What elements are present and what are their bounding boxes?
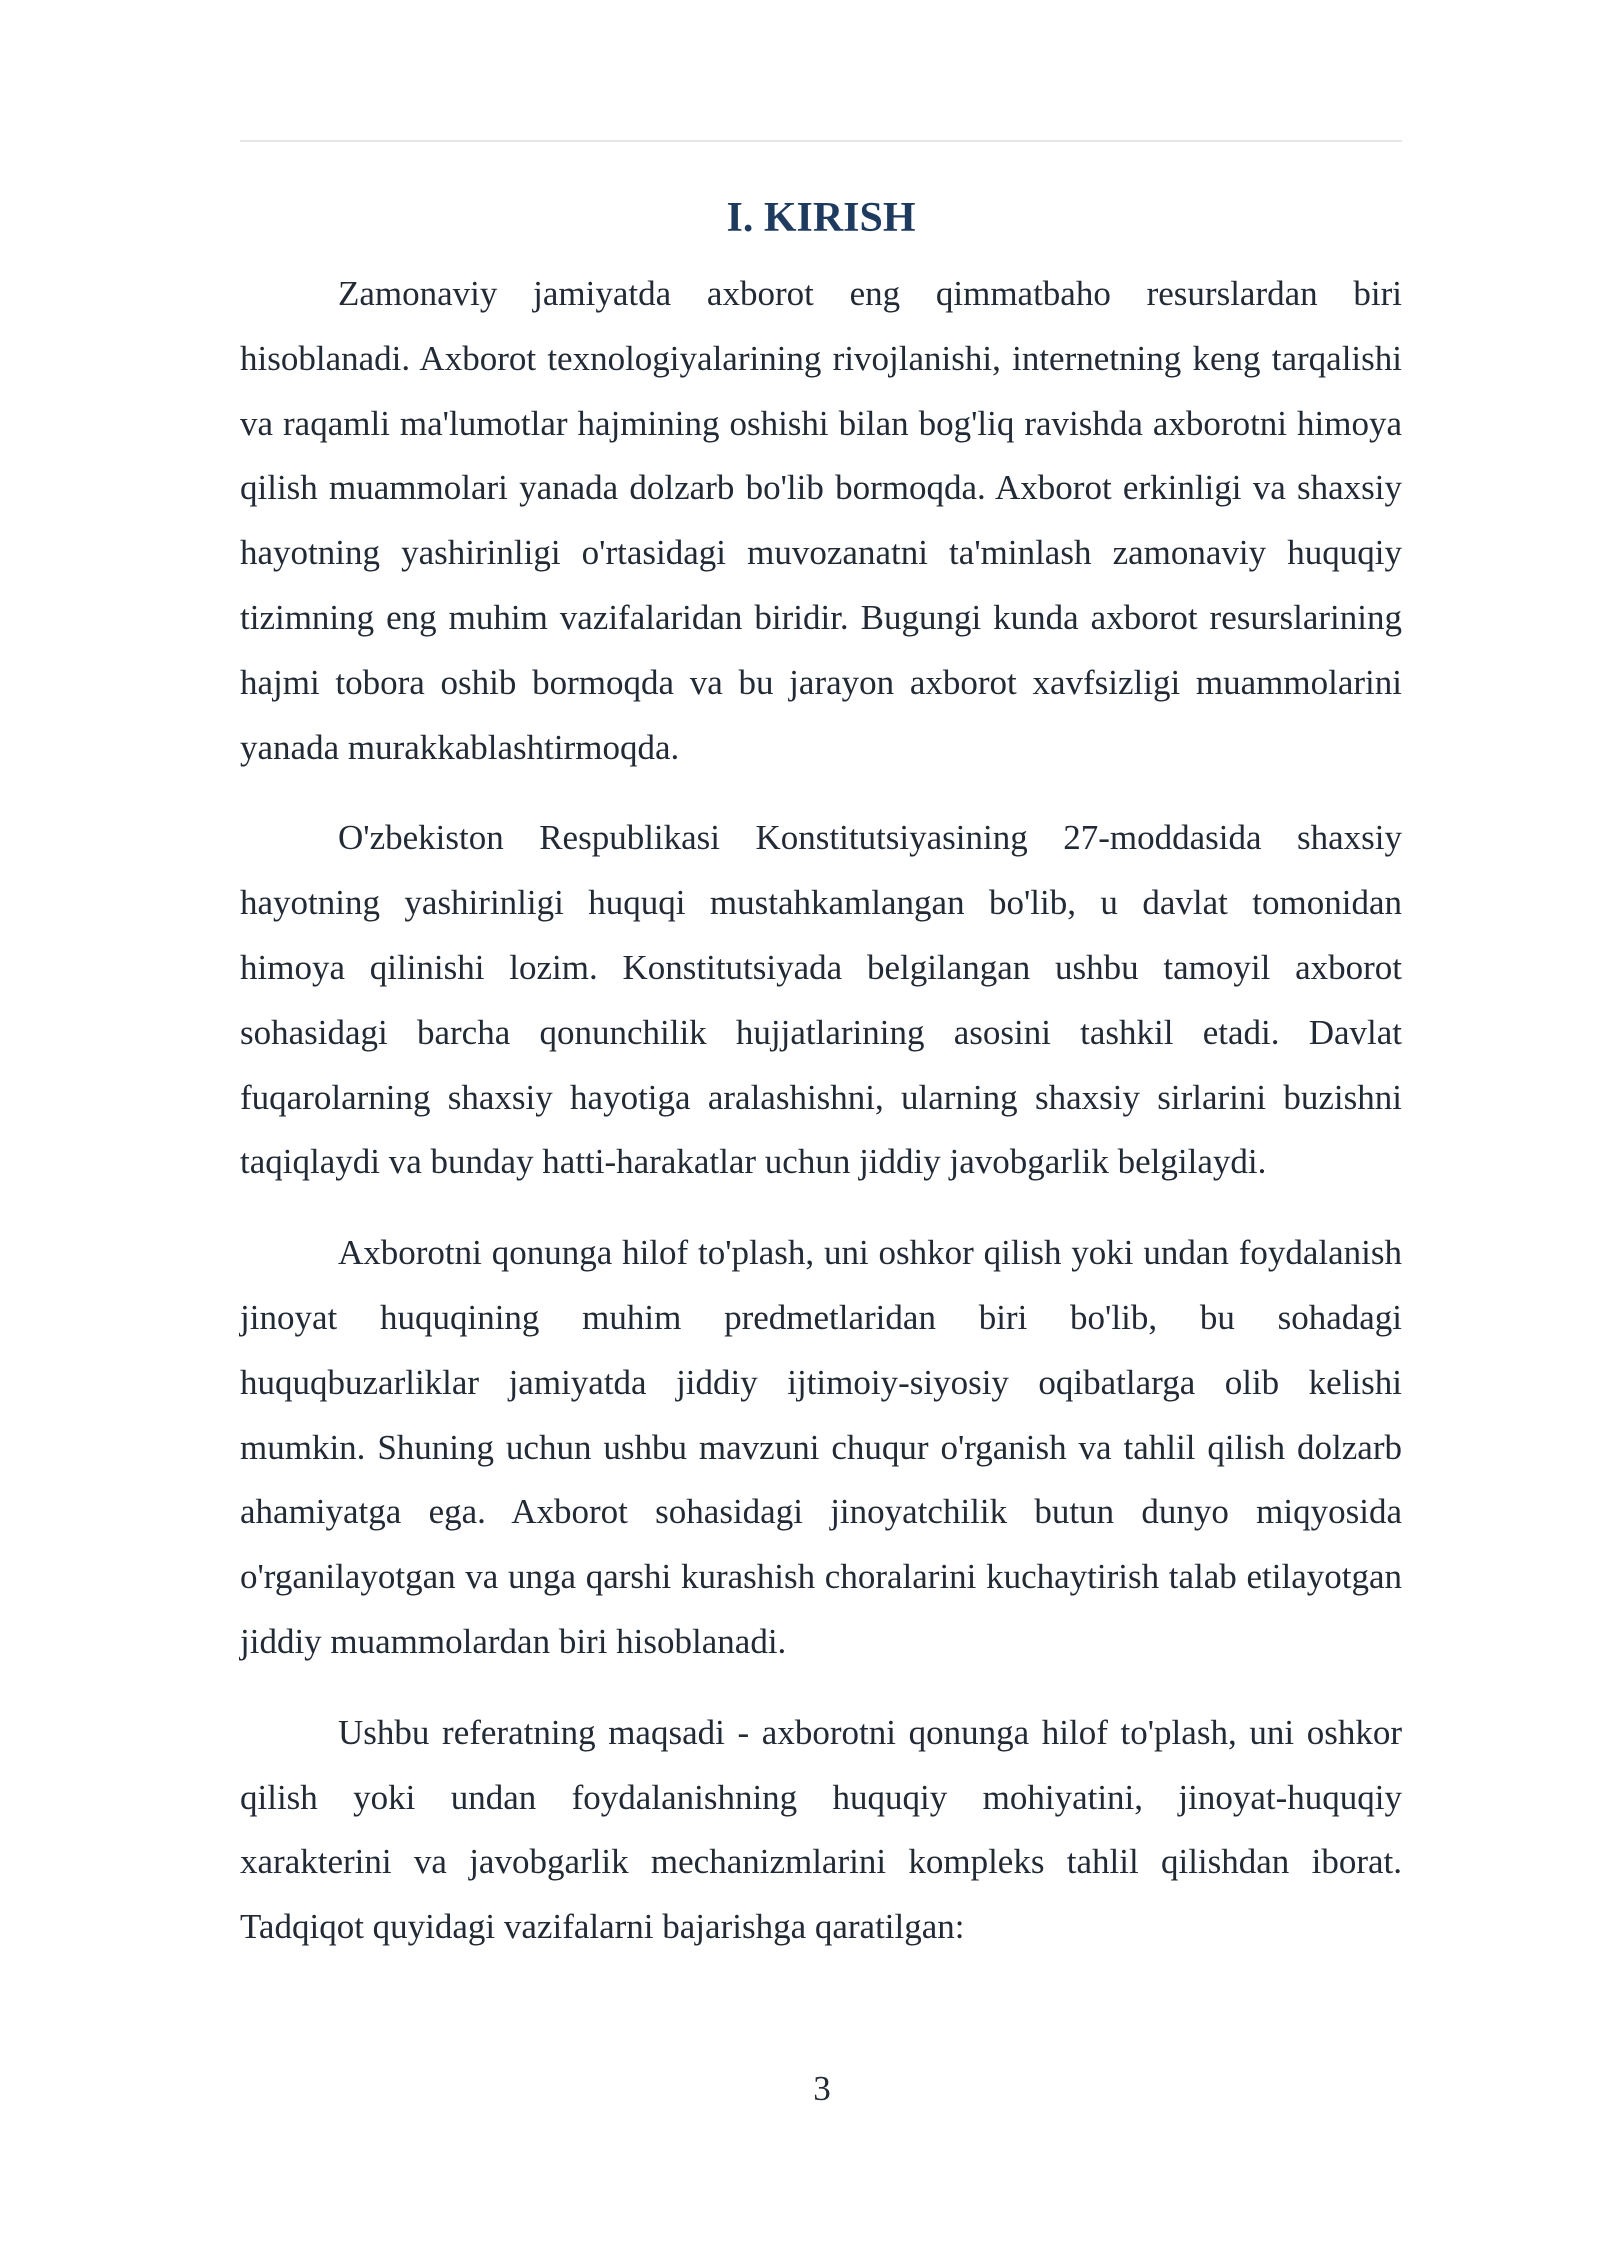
section-heading: I. KIRISH [726, 195, 916, 241]
paragraph-2: O'zbekiston Respublikasi Konstitutsiyasining 27-moddasida shaxsiy hayotning yashirinligi huquqi mustahkamlangan bo'lib, u davlat tomonidan himoya qilinishi lozim. Konstitutsiyada belgilangan ushbu tamoyil axborot sohasidagi barcha qonunchilik hujjatlarining asosini tashkil etadi. Davlat fuqarolarning shaxsiy hayotiga aralashishni, ularning shaxsiy sirlarini buzishni taqiqlaydi va bunday hatti-harakatlar uchun jiddiy javobgarlik belgilaydi. [240, 818, 1402, 1182]
paragraph-4: Ushbu referatning maqsadi - axborotni qonunga hilof to'plash, uni oshkor qilish yoki undan foydalanishning huquqiy mohiyatini, jinoyat-huquqiy xarakterini va javobgarlik mechanizmlarini kompleks tahlil qilishdan iborat. Tadqiqot quyidagi vazifalarni bajarishga qaratilgan: [240, 1712, 1402, 1947]
page-number: 3 [813, 2069, 831, 2108]
page-content [240, 188, 1402, 1986]
paragraph-1: Zamonaviy jamiyatda axborot eng qimmatbaho resurslardan biri hisoblanadi. Axborot texnologiyalarining rivojlanishi, internetning keng tarqalishi va raqamli ma'lumotlar hajmining oshishi bilan bog'liq ravishda axborotni himoya qilish muammolari yanada dolzarb bo'lib bormoqda. Axborot erkinligi va shaxsiy hayotning yashirinligi o'rtasidagi muvozanatni ta'minlash zamonaviy huquqiy tizimning eng muhim vazifalaridan biridir. Bugungi kunda axborot resurslarining hajmi tobora oshib bormoqda va bu jarayon axborot xavfsizligi muammolarini yanada murakkablashtirmoqda. [240, 274, 1402, 767]
paragraph-3: Axborotni qonunga hilof to'plash, uni oshkor qilish yoki undan foydalanish jinoyat huquqining muhim predmetlaridan biri bo'lib, bu sohadagi huquqbuzarliklar jamiyatda jiddiy ijtimoiy-siyosiy oqibatlarga olib kelishi mumkin. Shuning uchun ushbu mavzuni chuqur o'rganish va tahlil qilish dolzarb ahamiyatga ega. Axborot sohasidagi jinoyatchilik butun dunyo miqyosida o'rganilayotgan va unga qarshi kurashish choralarini kuchaytirish talab etilayotgan jiddiy muammolardan biri hisoblanadi. [240, 1233, 1402, 1661]
header-rule [240, 140, 1402, 142]
